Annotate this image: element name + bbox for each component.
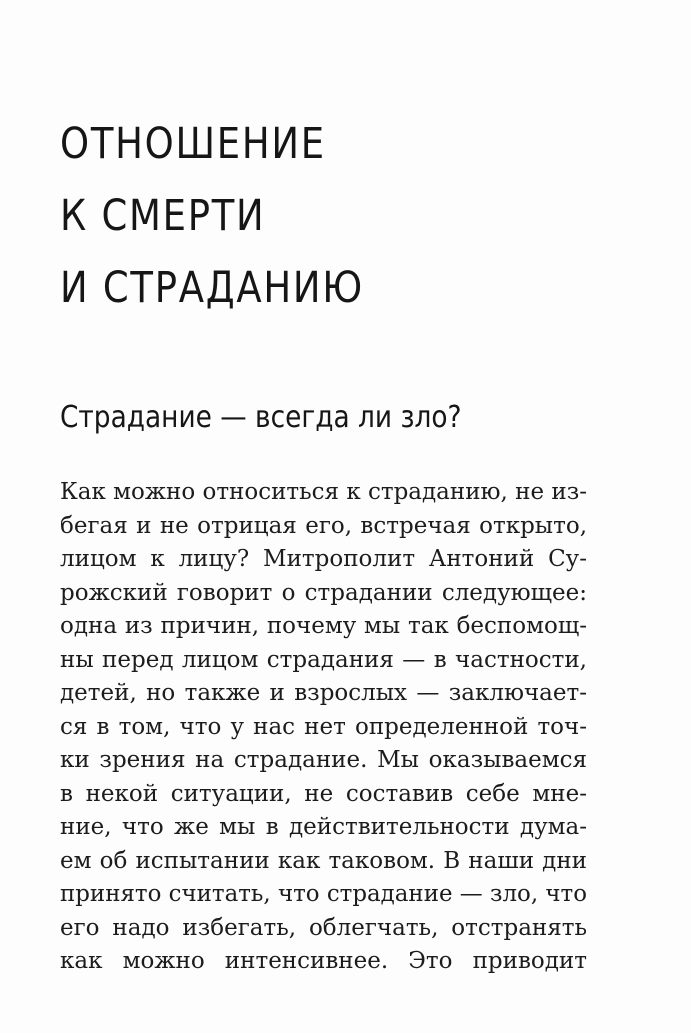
body-paragraph [60,476,587,979]
chapter-title-line: И СТРАДАНИЮ [60,263,364,313]
body-line: детей, но также и взрослых — заключает- [60,680,587,706]
body-line: лицом к лицу? Митрополит Антоний Су- [60,546,587,572]
body-line: как можно интенсивнее. Это приводит [60,948,587,974]
body-line: ем об испытании как таковом. В наши дни [60,847,587,874]
body-line: Как можно относиться к страданию, не из- [60,479,587,505]
chapter-title-line: ОТНОШЕНИЕ [60,119,326,169]
chapter-title [60,108,364,324]
body-line: ние, что же мы в действительности дума- [60,814,587,840]
body-line: рожский говорит о страдании следующее: [60,579,587,606]
section-title: Страдание — всегда ли зло? [60,400,462,435]
body-line: бегая и не отрицая его, встречая открыто, [60,512,587,539]
body-line: ны перед лицом страдания — в частности, [60,646,587,673]
body-line: в некой ситуации, не составив себе мне- [60,780,587,807]
body-line: принято считать, что страдание — зло, что [60,881,587,907]
body-line: одна из причин, почему мы так беспомощ- [60,613,587,639]
body-line: ки зрения на страдание. Мы оказываемся [60,747,587,773]
body-line: его надо избегать, облегчать, отстранять [60,914,587,941]
body-line: ся в том, что у нас нет определенной точ- [60,713,587,740]
chapter-title-line: К СМЕРТИ [60,191,266,241]
